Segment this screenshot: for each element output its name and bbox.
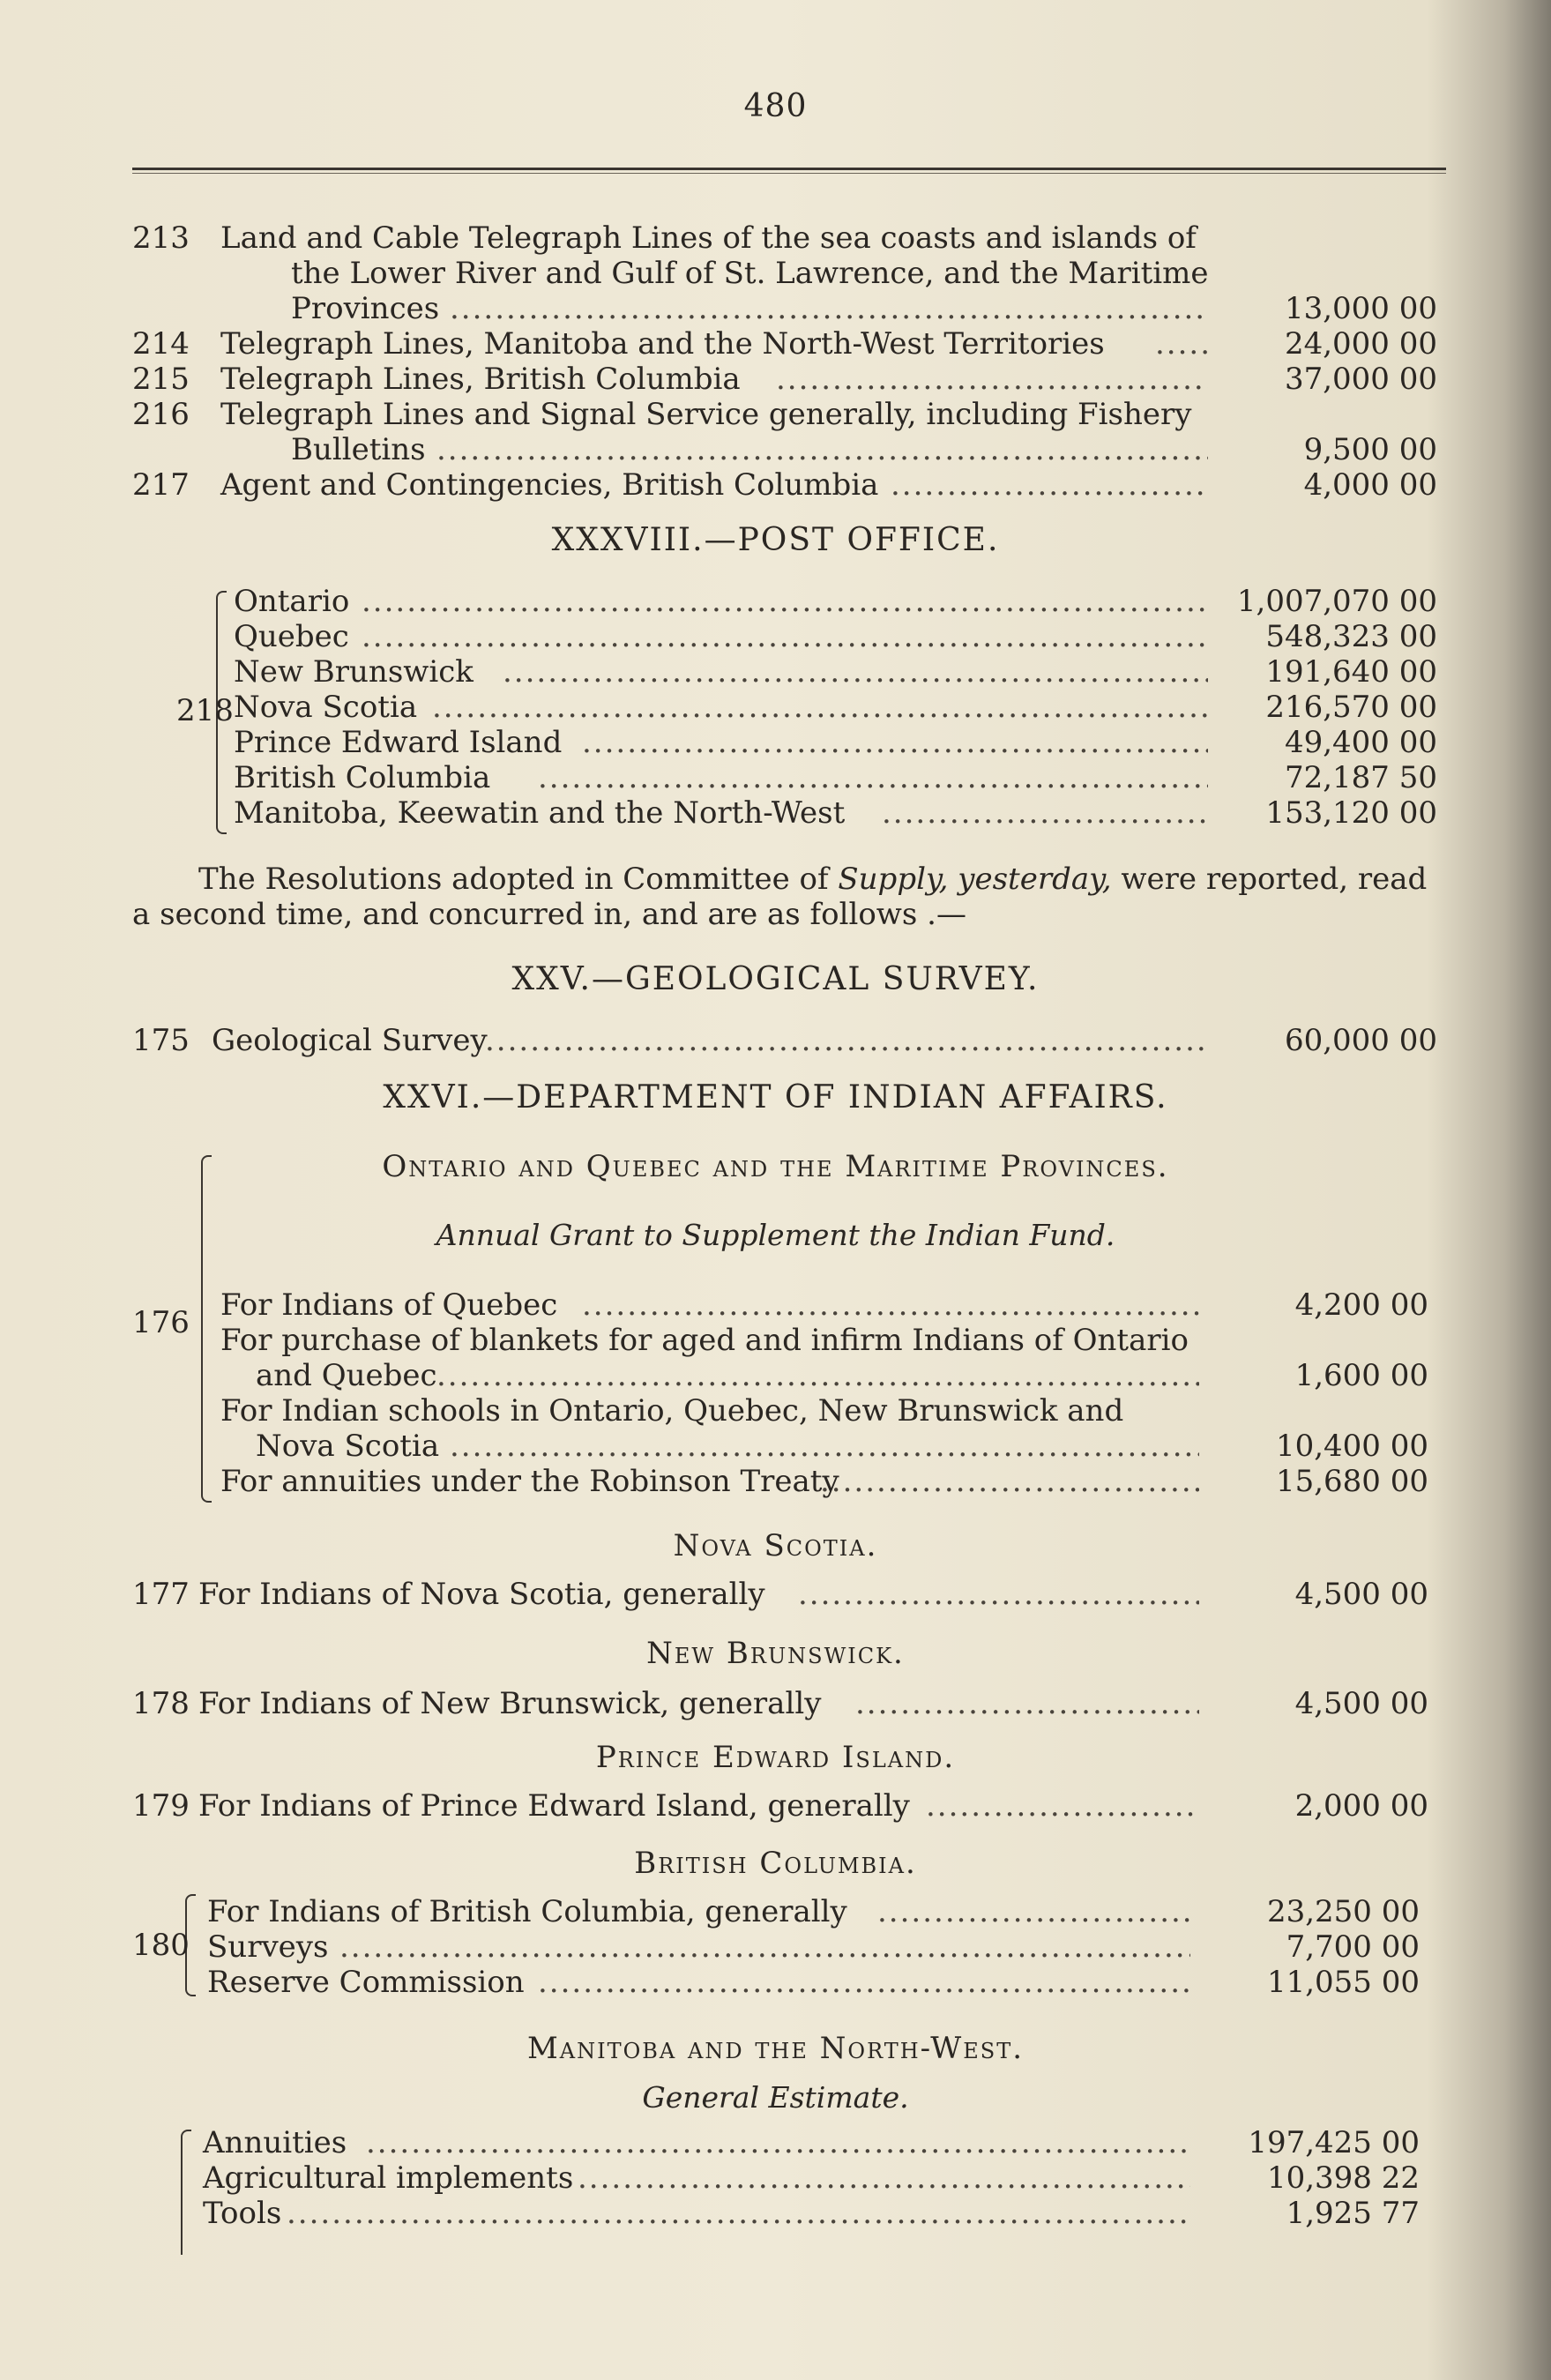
post-office-ontario [132, 582, 1437, 621]
post-office-british-columbia [132, 758, 1437, 797]
leader-dots [776, 360, 1208, 399]
leader-dots [450, 1427, 1199, 1466]
item-text: For Indians of New Brunswick, generally [198, 1686, 822, 1721]
item-215 [132, 360, 1437, 399]
item-180-reserve [132, 1963, 1437, 2002]
item-text: For Indians of Nova Scotia, generally [198, 1577, 765, 1612]
item-text: For annuities under the Robinson Treaty [220, 1464, 839, 1499]
item-180-generally [132, 1892, 1437, 1931]
item-176-blankets-line1 [132, 1321, 1437, 1360]
item-amount: 72,187 50 [1284, 760, 1437, 795]
item-amount: 9,500 00 [1303, 432, 1437, 467]
item-number: 177 [132, 1577, 190, 1612]
item-text: the Lower River and Gulf of St. Lawrence, and the Maritime [291, 256, 1209, 291]
item-number: 217 [132, 467, 190, 503]
item-text: Telegraph Lines, British Columbia [220, 362, 741, 397]
item-text: Provinces [291, 291, 440, 326]
post-office-manitoba [132, 794, 1437, 832]
leader-dots [798, 1575, 1199, 1614]
leader-dots [503, 653, 1208, 691]
leader-dots [891, 466, 1208, 504]
item-amount: 24,000 00 [1284, 326, 1437, 362]
item-text: Tools [203, 2196, 282, 2231]
subheading-ontario-quebec-maritime: Ontario and Quebec and the Maritime Provinces. [382, 1149, 1169, 1184]
leader-dots [450, 289, 1208, 328]
leader-dots [855, 1684, 1199, 1723]
item-amount: 4,500 00 [1294, 1577, 1428, 1612]
leader-dots [582, 1286, 1199, 1324]
leader-dots [926, 1787, 1199, 1825]
item-text: Land and Cable Telegraph Lines of the sea coasts and islands of [220, 220, 1197, 256]
post-office-quebec [132, 617, 1437, 656]
leader-dots [366, 2123, 1190, 2162]
item-amount: 49,400 00 [1284, 725, 1437, 760]
item-text: Agricultural implements [203, 2160, 574, 2196]
item-amount: 2,000 00 [1294, 1788, 1428, 1824]
item-175 [132, 1021, 1437, 1060]
item-manitoba-implements [132, 2159, 1437, 2197]
item-amount: 13,000 00 [1284, 291, 1437, 326]
subheading-nova-scotia: Nova Scotia. [673, 1528, 878, 1563]
leader-dots [538, 758, 1208, 797]
item-text: For Indians of British Columbia, generally [207, 1894, 847, 1929]
item-text: For Indians of Prince Edward Island, generally [198, 1788, 910, 1824]
leader-dots [877, 1892, 1190, 1931]
leader-dots [436, 1356, 1199, 1395]
item-text: Geological Survey [212, 1023, 488, 1058]
item-amount: 7,700 00 [1286, 1929, 1420, 1965]
item-177 [132, 1575, 1437, 1614]
leader-dots [362, 617, 1208, 656]
item-text: Prince Edward Island [234, 725, 563, 760]
item-216-line1 [132, 395, 1437, 434]
item-number: 175 [132, 1023, 190, 1058]
item-213-line2 [132, 254, 1437, 293]
item-217 [132, 466, 1437, 504]
item-amount: 548,323 00 [1265, 619, 1437, 654]
item-amount: 10,398 22 [1266, 2160, 1420, 2196]
item-text: Manitoba, Keewatin and the North-West [234, 795, 846, 831]
post-office-nova-scotia [132, 688, 1437, 727]
item-number: 179 [132, 1788, 190, 1824]
item-amount: 1,925 77 [1286, 2196, 1420, 2231]
header-rule [132, 168, 1446, 170]
leader-dots [538, 1963, 1190, 2002]
item-text: Telegraph Lines, Manitoba and the North-West Territories [220, 326, 1105, 362]
item-amount: 191,640 00 [1265, 654, 1437, 690]
leader-dots [485, 1021, 1208, 1060]
item-213-line1 [132, 219, 1437, 257]
item-amount: 1,007,070 00 [1236, 584, 1437, 619]
leader-dots [578, 2159, 1190, 2197]
item-text: Nova Scotia [234, 690, 418, 725]
item-text: Annuities [203, 2125, 347, 2160]
resolution-text: were reported, read [1111, 862, 1428, 897]
resolution-paragraph-line1 [132, 860, 1437, 899]
leader-dots [1155, 325, 1208, 363]
item-amount: 197,425 00 [1248, 2125, 1420, 2160]
item-number: 176 [132, 1305, 190, 1340]
item-text: Bulletins [291, 432, 426, 467]
item-amount: 37,000 00 [1284, 362, 1437, 397]
item-text: Ontario [234, 584, 350, 619]
subheading-manitoba: Manitoba and the North-West. [526, 2031, 1025, 2066]
resolution-text: The Resolutions adopted in Committee of [198, 862, 839, 897]
item-number: 216 [132, 397, 190, 432]
subheading-new-brunswick: New Brunswick. [646, 1636, 905, 1671]
item-text: New Brunswick [234, 654, 474, 690]
item-176-schools-line2 [132, 1427, 1437, 1466]
item-text: Telegraph Lines and Signal Service generally, including Fishery [220, 397, 1192, 432]
header-rule-thin [132, 173, 1446, 174]
section-heading-post-office: XXXVIII.—POST OFFICE. [551, 522, 1000, 558]
leader-dots [882, 794, 1208, 832]
item-amount: 23,250 00 [1266, 1894, 1420, 1929]
resolution-italic: Supply, yesterday, [838, 862, 1112, 897]
leader-dots [362, 582, 1208, 621]
item-amount: 4,200 00 [1294, 1287, 1428, 1323]
item-214 [132, 325, 1437, 363]
item-number: 214 [132, 326, 190, 362]
resolution-paragraph-line2: a second time, and concurred in, and are as follows .— [132, 897, 966, 932]
item-number: 215 [132, 362, 190, 397]
item-amount: 10,400 00 [1275, 1429, 1428, 1464]
item-text: Agent and Contingencies, British Columbia [220, 467, 879, 503]
leader-dots [432, 688, 1208, 727]
item-text: British Columbia [234, 760, 491, 795]
leader-dots [820, 1462, 1199, 1501]
item-manitoba-tools [132, 2194, 1437, 2233]
section-heading-geological: XXV.—GEOLOGICAL SURVEY. [511, 961, 1040, 997]
item-text: Quebec [234, 619, 349, 654]
item-text: Surveys [207, 1929, 329, 1965]
item-178 [132, 1684, 1437, 1723]
post-office-pei [132, 723, 1437, 762]
item-213-line3 [132, 289, 1437, 328]
item-text: Reserve Commission [207, 1965, 525, 2000]
item-text: and Quebec [256, 1358, 437, 1393]
item-number: 178 [132, 1686, 190, 1721]
item-number: 218 [176, 693, 234, 728]
item-amount: 11,055 00 [1266, 1965, 1420, 2000]
subheading-annual-grant: Annual Grant to Supplement the Indian Fund. [436, 1218, 1115, 1252]
item-text: For purchase of blankets for aged and infirm Indians of Ontario [220, 1323, 1189, 1358]
item-176-annuities [132, 1462, 1437, 1501]
leader-dots [339, 1928, 1190, 1966]
item-180-surveys [132, 1928, 1437, 1966]
item-manitoba-annuities [132, 2123, 1437, 2162]
subheading-pei: Prince Edward Island. [595, 1740, 956, 1775]
item-amount: 15,680 00 [1275, 1464, 1428, 1499]
section-heading-indian-affairs: XXVI.—DEPARTMENT OF INDIAN AFFAIRS. [383, 1079, 1168, 1115]
item-amount: 60,000 00 [1284, 1023, 1437, 1058]
leader-dots [287, 2194, 1190, 2233]
item-176-schools-line1 [132, 1391, 1437, 1430]
item-amount: 4,500 00 [1294, 1686, 1428, 1721]
leader-dots [582, 723, 1208, 762]
item-amount: 4,000 00 [1303, 467, 1437, 503]
item-amount: 1,600 00 [1294, 1358, 1428, 1393]
item-216-line2 [132, 430, 1437, 469]
item-amount: 153,120 00 [1265, 795, 1437, 831]
item-179 [132, 1787, 1437, 1825]
item-176-blankets-line2 [132, 1356, 1437, 1395]
subheading-british-columbia: British Columbia. [634, 1846, 917, 1881]
item-176-quebec [132, 1286, 1437, 1324]
page-number: 480 [743, 88, 808, 124]
item-text: Nova Scotia [256, 1429, 440, 1464]
post-office-new-brunswick [132, 653, 1437, 691]
subheading-general-estimate: General Estimate. [642, 2080, 909, 2115]
item-number: 213 [132, 220, 190, 256]
item-number: 180 [132, 1928, 190, 1963]
leader-dots [436, 430, 1208, 469]
item-text: For Indians of Quebec [220, 1287, 558, 1323]
item-text: For Indian schools in Ontario, Quebec, New Brunswick and [220, 1393, 1124, 1429]
item-amount: 216,570 00 [1265, 690, 1437, 725]
